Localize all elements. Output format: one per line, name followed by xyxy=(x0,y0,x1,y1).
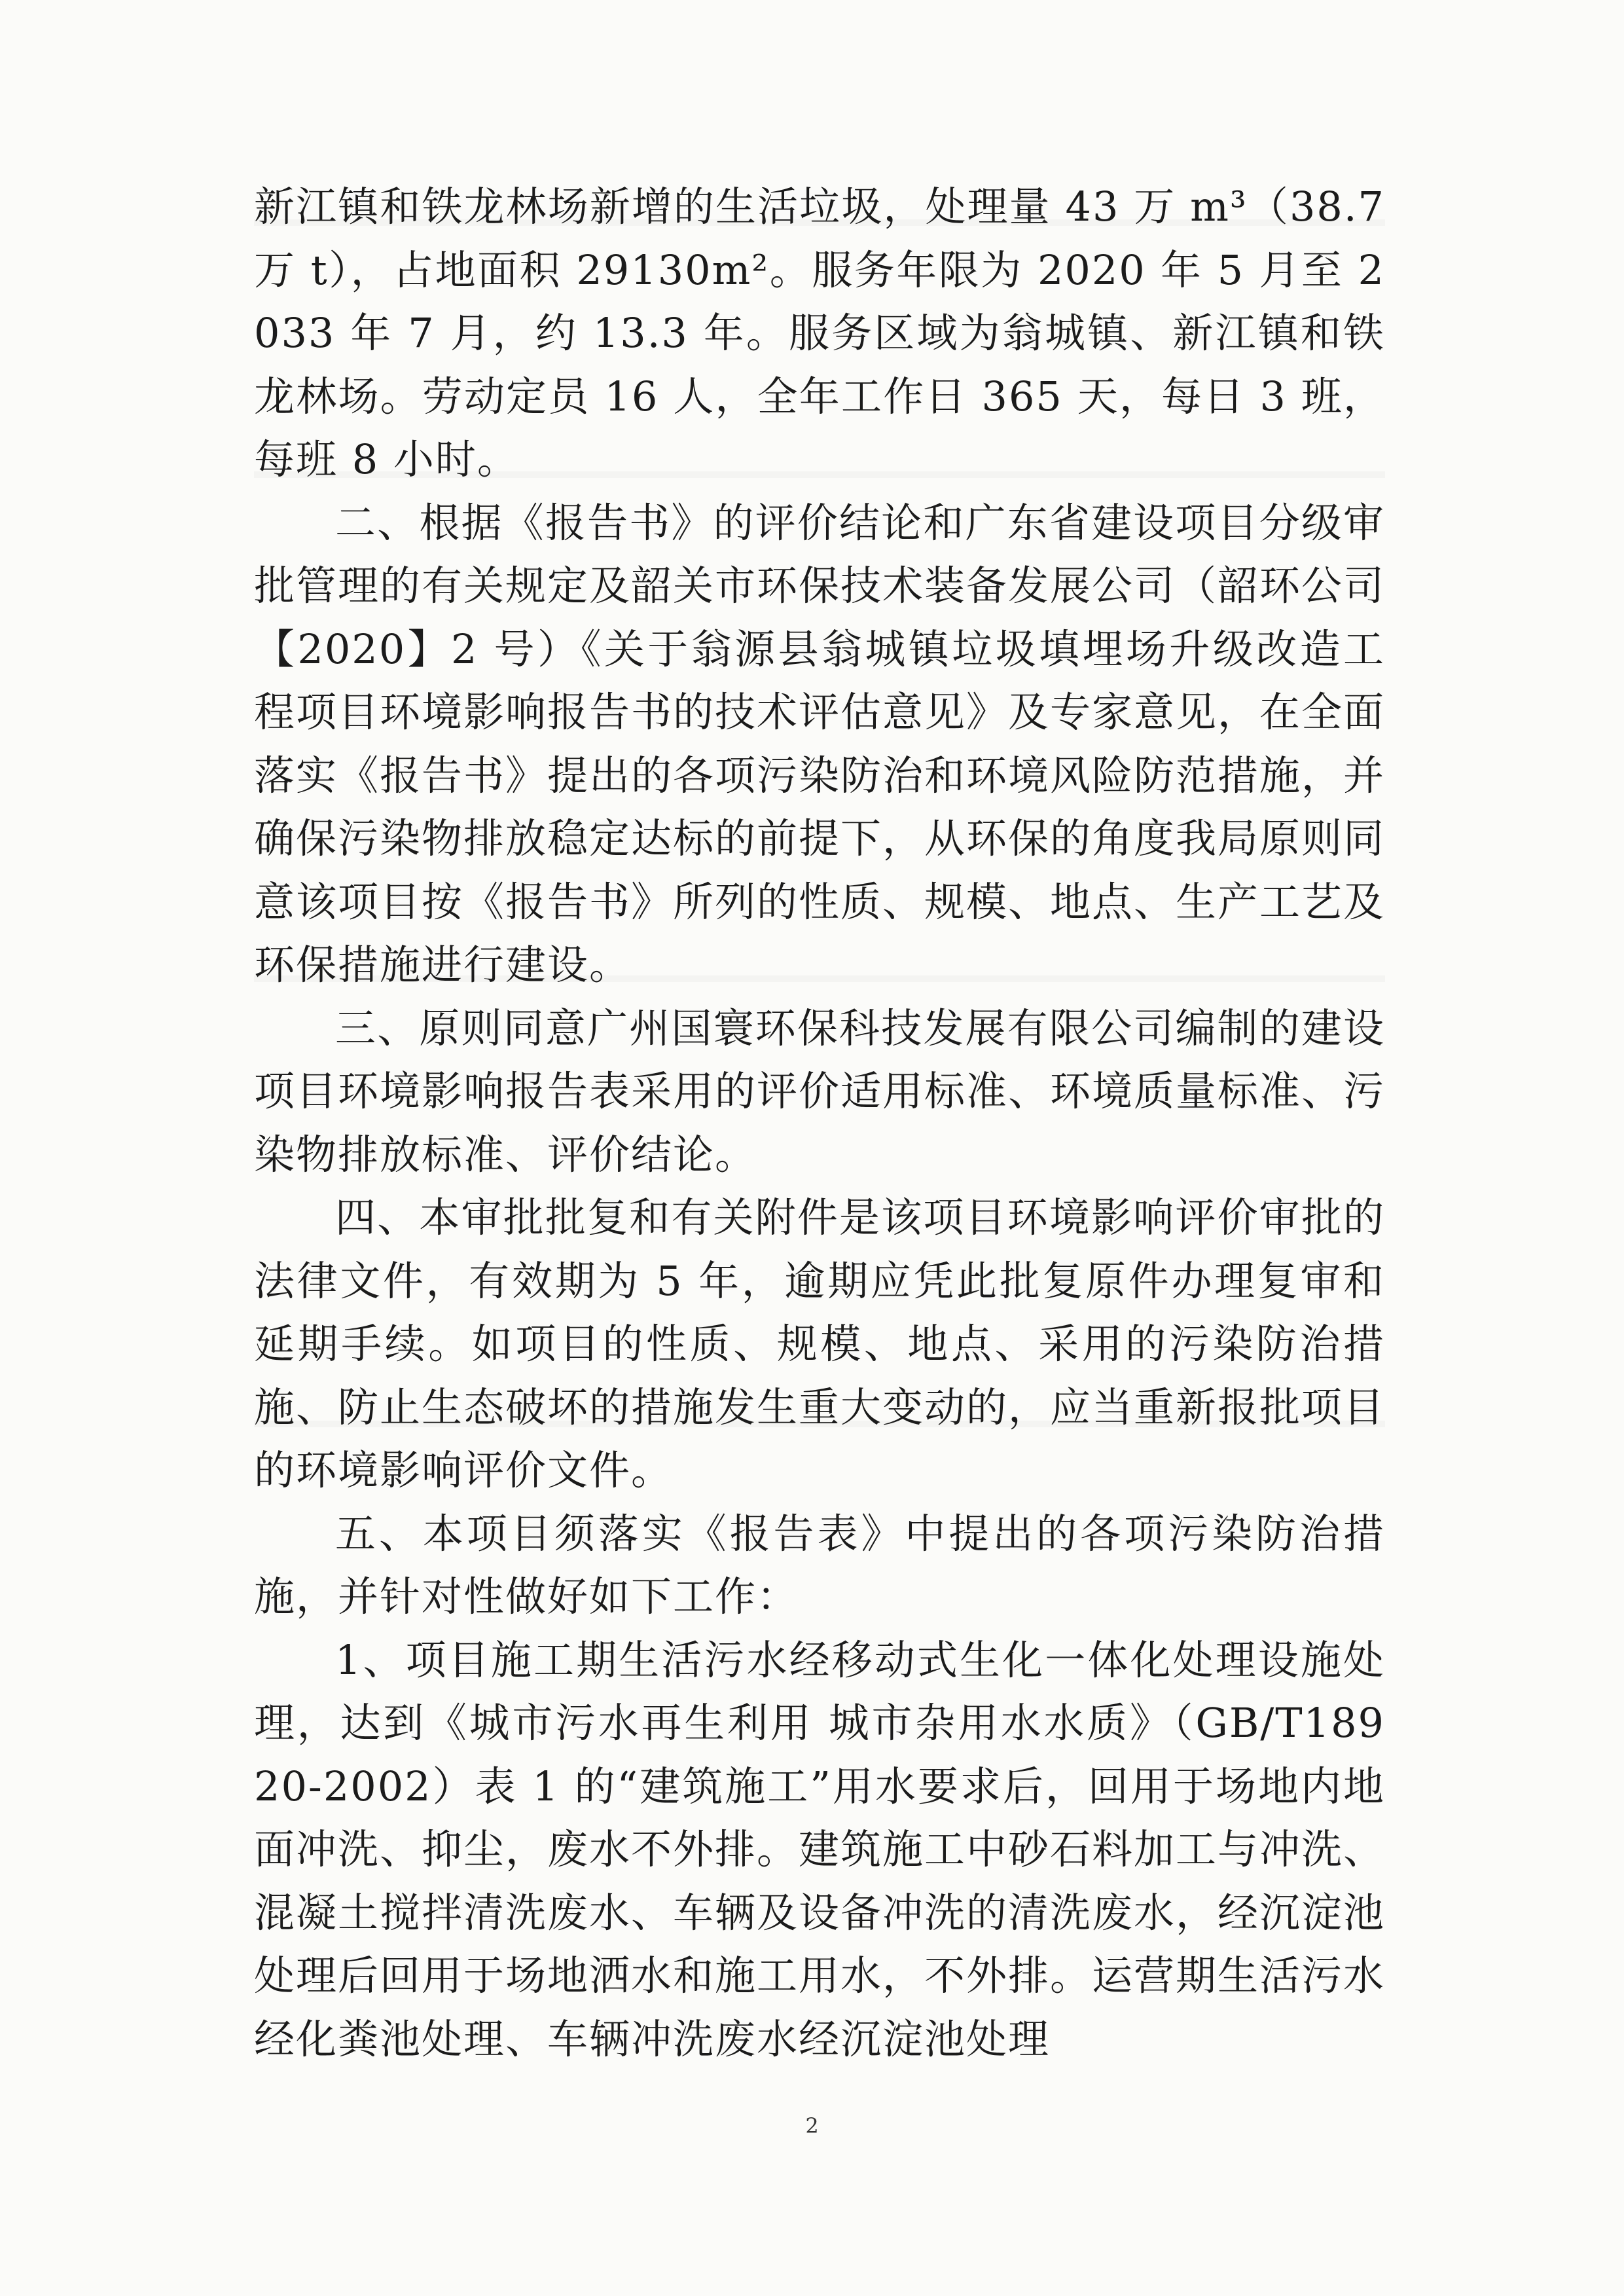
paragraph-continuation: 新江镇和铁龙林场新增的生活垃圾，处理量 43 万 m³（38.7 万 t），占地面积 29130m²。服务年限为 2020 年 5 月至 2033 年 7 月，约 13.3 年。服务区域为翁城镇、新江镇和铁龙林场。劳动定员 16 人，全年工作日 365 天，每日 3 班，每班 8 小时。 xyxy=(254,183,1385,483)
paragraph-section-4: 四、本审批批复和有关附件是该项目环境影响评价审批的法律文件，有效期为 5 年，逾期应凭此批复原件办理复审和延期手续。如项目的性质、规模、地点、采用的污染防治措施、防止生态破坏的措施发生重大变动的，应当重新报批项目的环境影响评价文件。 xyxy=(254,1194,1386,1494)
paragraph-section-2: 二、根据《报告书》的评价结论和广东省建设项目分级审批管理的有关规定及韶关市环保技术装备发展公司（韶环公司【2020】2 号）《关于翁源县翁城镇垃圾填埋场升级改造工程项目环境影响报告书的技术评估意见》及专家意见，在全面落实《报告书》提出的各项污染防治和环境风险防范措施，并确保污染物排放稳定达标的前提下，从环保的角度我局原则同意该项目按《报告书》所列的性质、规模、地点、生产工艺及环保措施进行建设。 xyxy=(254,498,1386,989)
page-number: 2 xyxy=(805,2113,819,2138)
paragraph-item-1: 1、项目施工期生活污水经移动式生化一体化处理设施处理，达到《城市污水再生利用 城市杂用水水质》（GB/T18920-2002）表 1 的“建筑施工”用水要求后，回用于场地内地面冲洗、抑尘，废水不外排。建筑施工中砂石料加工与冲洗、混凝土搅拌清洗废水、车辆及设备冲洗的清洗废水，经沉淀池处理后回用于场地洒水和施工用水，不外排。运营期生活污水经化粪池处理、车辆冲洗废水经沉淀池处理 xyxy=(254,1635,1386,2063)
paragraph-section-5: 五、本项目须落实《报告表》中提出的各项污染防治措施，并针对性做好如下工作： xyxy=(254,1509,1385,1620)
paragraph-section-3: 三、原则同意广州国寰环保科技发展有限公司编制的建设项目环境影响报告表采用的评价适用标准、环境质量标准、污染物排放标准、评价结论。 xyxy=(254,1004,1386,1178)
body-text xyxy=(254,175,1385,2071)
